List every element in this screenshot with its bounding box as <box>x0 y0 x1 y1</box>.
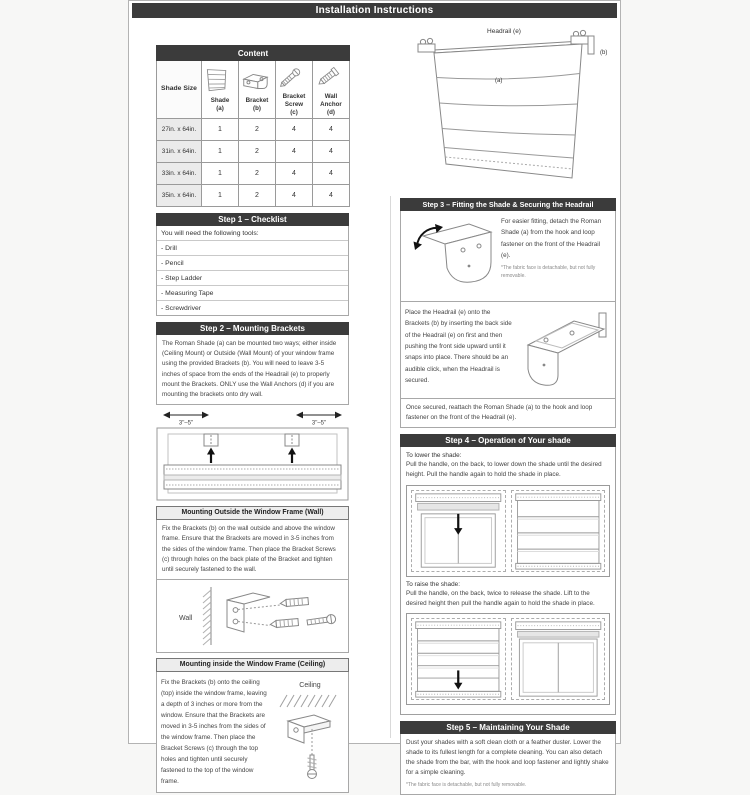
bracket-ref-label: (b) <box>600 50 607 56</box>
bracket-spacing-diagram <box>156 408 349 501</box>
shade-ref-label: (a) <box>495 78 502 84</box>
column-divider <box>390 196 391 738</box>
shade-raised-arrow-diagram <box>411 490 506 572</box>
bracket-glyph-left <box>418 38 435 52</box>
shade-icon <box>203 66 231 96</box>
qty-cell: 1 <box>202 119 239 141</box>
lower-shade-title: To lower the shade: <box>406 452 610 459</box>
gap-label-left: 3"–5" <box>179 421 193 427</box>
col-label: Bracket (b) <box>240 97 274 113</box>
raise-shade-diagrams <box>406 613 610 705</box>
qty-cell: 4 <box>276 119 313 141</box>
wall-mount-diagram-box <box>156 580 349 653</box>
qty-cell: 4 <box>313 119 350 141</box>
step3-para3-box: Once secured, reattach the Roman Shade (a) to the hook and loop fastener on the front of the Headrail (e). <box>400 399 616 428</box>
checklist-intro: You will need the following tools: <box>157 226 348 241</box>
right-column <box>400 20 616 795</box>
left-column <box>156 45 349 793</box>
qty-cell: 4 <box>276 141 313 163</box>
lower-shade-body: Pull the handle, on the back, to lower down the shade until the desired height. Pull the handle again to hold the shade in place. <box>406 460 610 480</box>
wall-mount-diagram <box>157 580 348 652</box>
step5-header: Step 5 – Maintaining Your Shade <box>400 721 616 734</box>
col-header-bracket-screw <box>276 61 313 119</box>
wall-anchor-icon <box>314 62 342 92</box>
step3-header: Step 3 – Fitting the Shade & Securing the Headrail <box>400 198 616 211</box>
size-cell: 33in. x 64in. <box>157 163 202 185</box>
ceiling-mount-box <box>156 672 349 793</box>
qty-cell: 2 <box>239 141 276 163</box>
size-cell: 27in. x 64in. <box>157 119 202 141</box>
raise-shade-body: Pull the handle, on the back, twice to release the shade. Lift to the desired height then pull the handle again to hold the shade in place. <box>406 589 610 609</box>
step3-snap-box <box>400 302 616 399</box>
bracket-icon <box>240 66 270 96</box>
step3-para1: For easier fitting, detach the Roman Shade (a) from the hook and loop fastener on the front of the Headrail (e). <box>501 216 611 261</box>
shade-body <box>434 44 582 178</box>
qty-cell: 4 <box>276 163 313 185</box>
down-arrow-icon <box>454 528 462 535</box>
content-table <box>156 45 350 207</box>
qty-cell: 2 <box>239 119 276 141</box>
headrail-label: Headrail (e) <box>487 28 521 35</box>
qty-cell: 4 <box>276 185 313 207</box>
step1-header: Step 1 – Checklist <box>156 213 349 226</box>
table-row <box>157 141 350 163</box>
ceiling-mount-header: Mounting inside the Window Frame (Ceiling) <box>156 658 349 672</box>
col-label: Bracket Screw (c) <box>277 93 311 116</box>
wall-mount-body: Fix the Brackets (b) on the wall outside and above the window frame. Ensure that the Brackets are moved in 3-5 inches from the sides of the window frame. Then place the Bracket Screws (c) through holes on the back plate of the Bracket and tighten until securely fastened to the wall. <box>156 520 349 580</box>
ceiling-hatching <box>280 695 336 707</box>
step2-body: The Roman Shade (a) can be mounted two ways; either inside (Ceiling Mount) or Outside (Wall Mount) of your window frame using the provided Brackets (b). You will need to leave 3-5 inches of space from the ends of the Headrail (e) to properly mount the Brackets. ONLY use the Wall Anchors (d) if you are mounting the brackets onto dry wall. <box>156 335 349 405</box>
col-header-shade <box>202 61 239 119</box>
wall-label: Wall <box>179 615 193 622</box>
bracket-screw-icon <box>277 62 305 92</box>
step1-checklist <box>156 226 349 316</box>
step3-para2: Place the Headrail (e) onto the Brackets (b) by inserting the back side of the Headrail (e) on first and then pushing the front side upward until it snaps into place. There should be an audible click, when the Headrail is secured. <box>405 307 512 386</box>
wall-mount-header: Mounting Outside the Window Frame (Wall) <box>156 506 349 520</box>
checklist-item: - Step Ladder <box>157 271 348 286</box>
bracket-closeup-diagram <box>405 216 497 296</box>
headrail-snap-diagram <box>516 307 611 393</box>
step4-header: Step 4 – Operation of Your shade <box>400 434 616 447</box>
qty-cell: 1 <box>202 141 239 163</box>
step3-note: *The fabric face is detachable, but not fully removable. <box>501 265 611 280</box>
step5-body: Dust your shades with a soft clean cloth or a feather duster. Lower the shade to its fullest length for a complete cleaning. You can also detach the shade from the bar, with the hook and loop fastener and lightly shake for a simple cleaning. <box>406 738 610 779</box>
table-row <box>157 163 350 185</box>
wall-anchor-glyph <box>270 598 309 628</box>
size-cell: 31in. x 64in. <box>157 141 202 163</box>
step3-para1-wrap <box>501 216 611 280</box>
raise-shade-title: To raise the shade: <box>406 581 610 588</box>
col-label: Shade (a) <box>203 97 237 113</box>
table-row <box>157 119 350 141</box>
checklist-item: - Pencil <box>157 256 348 271</box>
step5-box <box>400 734 616 795</box>
qty-cell: 2 <box>239 185 276 207</box>
shade-lowered-diagram <box>511 490 606 572</box>
wall-hatching <box>203 590 211 645</box>
lower-shade-diagrams <box>406 485 610 577</box>
qty-cell: 4 <box>313 163 350 185</box>
step5-note: *The fabric face is detachable, but not fully removable. <box>406 782 610 790</box>
qty-cell: 1 <box>202 163 239 185</box>
qty-cell: 4 <box>313 141 350 163</box>
checklist-item: - Drill <box>157 241 348 256</box>
col-label: Wall Anchor (d) <box>314 93 348 116</box>
qty-cell: 2 <box>239 163 276 185</box>
roman-shade-overview-diagram <box>400 20 616 190</box>
ceiling-mount-diagram <box>272 677 344 787</box>
bracket-glyph <box>227 593 270 632</box>
size-cell: 35in. x 64in. <box>157 185 202 207</box>
screw-glyph <box>308 755 317 779</box>
screw-glyph <box>307 614 336 627</box>
qty-cell: 4 <box>313 185 350 207</box>
gap-label-right: 3"–5" <box>312 421 326 427</box>
col-header-bracket <box>239 61 276 119</box>
step3-detach-box <box>400 211 616 302</box>
table-row <box>157 185 350 207</box>
bracket-glyph <box>288 715 330 743</box>
step2-header: Step 2 – Mounting Brackets <box>156 322 349 335</box>
checklist-item: - Measuring Tape <box>157 286 348 301</box>
qty-cell: 1 <box>202 185 239 207</box>
instruction-sheet <box>128 0 621 744</box>
page-title: Installation Instructions <box>132 3 617 18</box>
down-arrow-icon <box>454 682 462 689</box>
checklist-item: - Screwdriver <box>157 301 348 315</box>
content-table-title: Content <box>157 46 350 61</box>
ceiling-mount-body: Fix the Brackets (b) onto the ceiling (top) inside the window frame, leaving a depth of 3 inches or more from the window. Ensure that the Brackets are moved in 3-5 inches from the sides of the window frame. Then place the Bracket Screws (c) through the top holes and tighten until securely fastened to the top of the window frame. <box>161 677 268 787</box>
col-header-wall-anchor <box>313 61 350 119</box>
ceiling-label: Ceiling <box>299 682 321 689</box>
shade-lowered-arrow-diagram <box>411 618 506 700</box>
shade-size-header: Shade Size <box>157 61 202 119</box>
window-shade-raised-diagram <box>511 618 606 700</box>
step4-content <box>400 447 616 714</box>
